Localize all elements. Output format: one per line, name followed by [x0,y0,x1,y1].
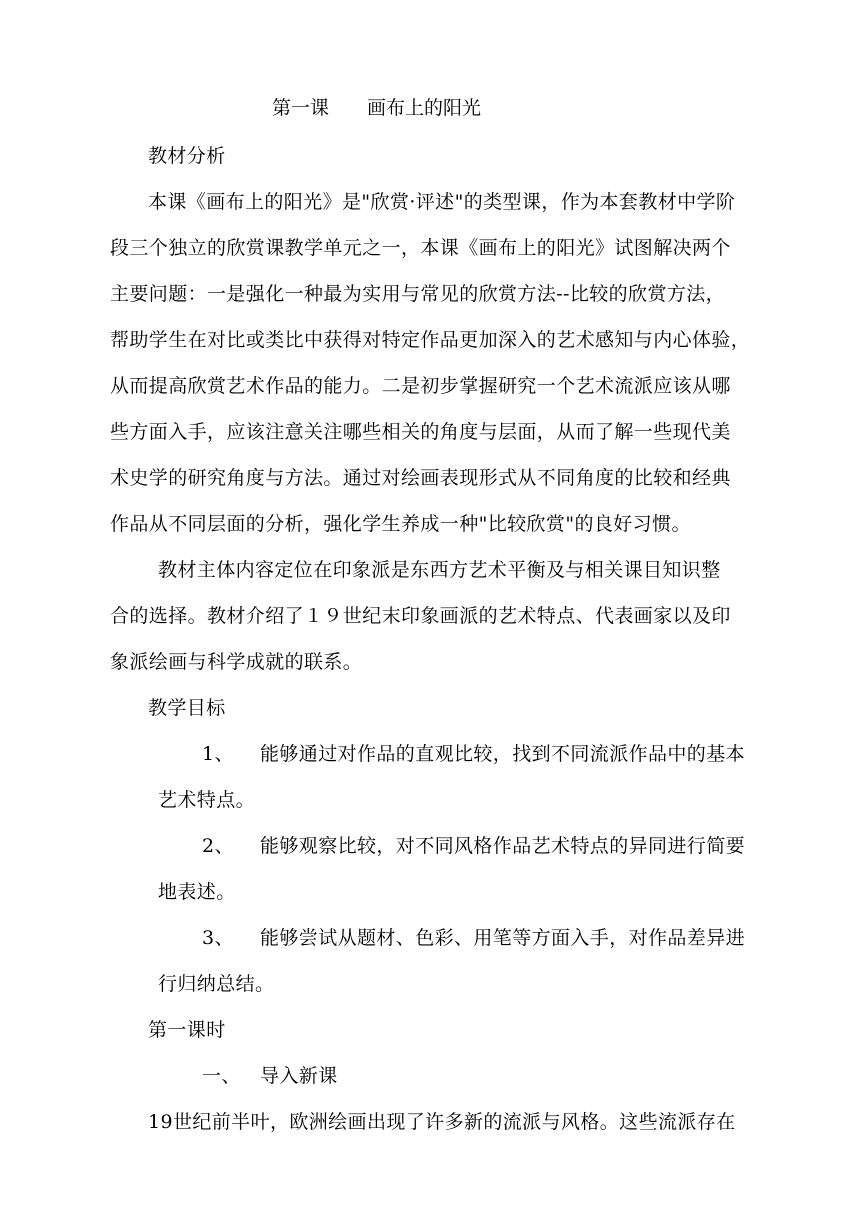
subsection-number: 一、 [202,1065,241,1087]
paragraph-line: 教材主体内容定位在印象派是东西方艺术平衡及与相关课目知识整 [158,559,721,581]
paragraph-line: 主要问题：一是强化一种最为实用与常见的欣赏方法--比较的欣赏方法， [110,283,726,305]
goal-text: 能够尝试从题材、色彩、用笔等方面入手，对作品差异进 [260,927,746,949]
paragraph-line: 些方面入手，应该注意关注哪些相关的角度与层面，从而了解一些现代美 [110,421,731,443]
goal-continuation: 行归纳总结。 [158,973,275,995]
paragraph-line: 作品从不同层面的分析，强化学生养成一种"比较欣赏"的良好习惯。 [110,513,691,535]
lesson-number: 第一课 [272,97,330,119]
goal-number: 1、 [202,743,234,765]
section-heading-analysis: 教材分析 [148,145,226,167]
paragraph-line: 本课《画布上的阳光》是"欣赏·评述"的类型课，作为本套教材中学阶 [148,191,736,213]
goal-item-2 [202,834,745,858]
goal-item-1 [202,742,745,766]
lesson-name: 画布上的阳光 [367,97,482,119]
section-heading-goals: 教学目标 [148,697,226,719]
paragraph-line: 帮助学生在对比或类比中获得对特定作品更加深入的艺术感知与内心体验， [110,329,751,351]
paragraph-line: 合的选择。教材介绍了１９世纪末印象画派的艺术特点、代表画家以及印 [110,605,731,627]
goal-text: 能够通过对作品的直观比较，找到不同流派作品中的基本 [260,743,746,765]
subsection-label: 导入新课 [260,1065,338,1087]
paragraph-line: 从而提高欣赏艺术作品的能力。二是初步掌握研究一个艺术流派应该从哪 [110,375,731,397]
goal-text: 能够观察比较，对不同风格作品艺术特点的异同进行简要 [260,835,746,857]
goal-continuation: 地表述。 [158,881,236,903]
paragraph-line: 术史学的研究角度与方法。通过对绘画表现形式从不同角度的比较和经典 [110,467,731,489]
lesson-title [272,96,481,120]
section-heading-lesson1: 第一课时 [148,1019,226,1041]
goal-continuation: 艺术特点。 [158,789,256,811]
goal-number: 3、 [202,927,234,949]
goal-number: 2、 [202,835,234,857]
goal-item-3 [202,926,745,950]
paragraph-line: 段三个独立的欣赏课教学单元之一，本课《画布上的阳光》试图解决两个 [110,237,731,259]
paragraph-line: 19世纪前半叶，欧洲绘画出现了许多新的流派与风格。这些流派存在 [148,1111,736,1133]
subsection-intro [202,1064,338,1088]
paragraph-line: 象派绘画与科学成就的联系。 [110,651,363,673]
